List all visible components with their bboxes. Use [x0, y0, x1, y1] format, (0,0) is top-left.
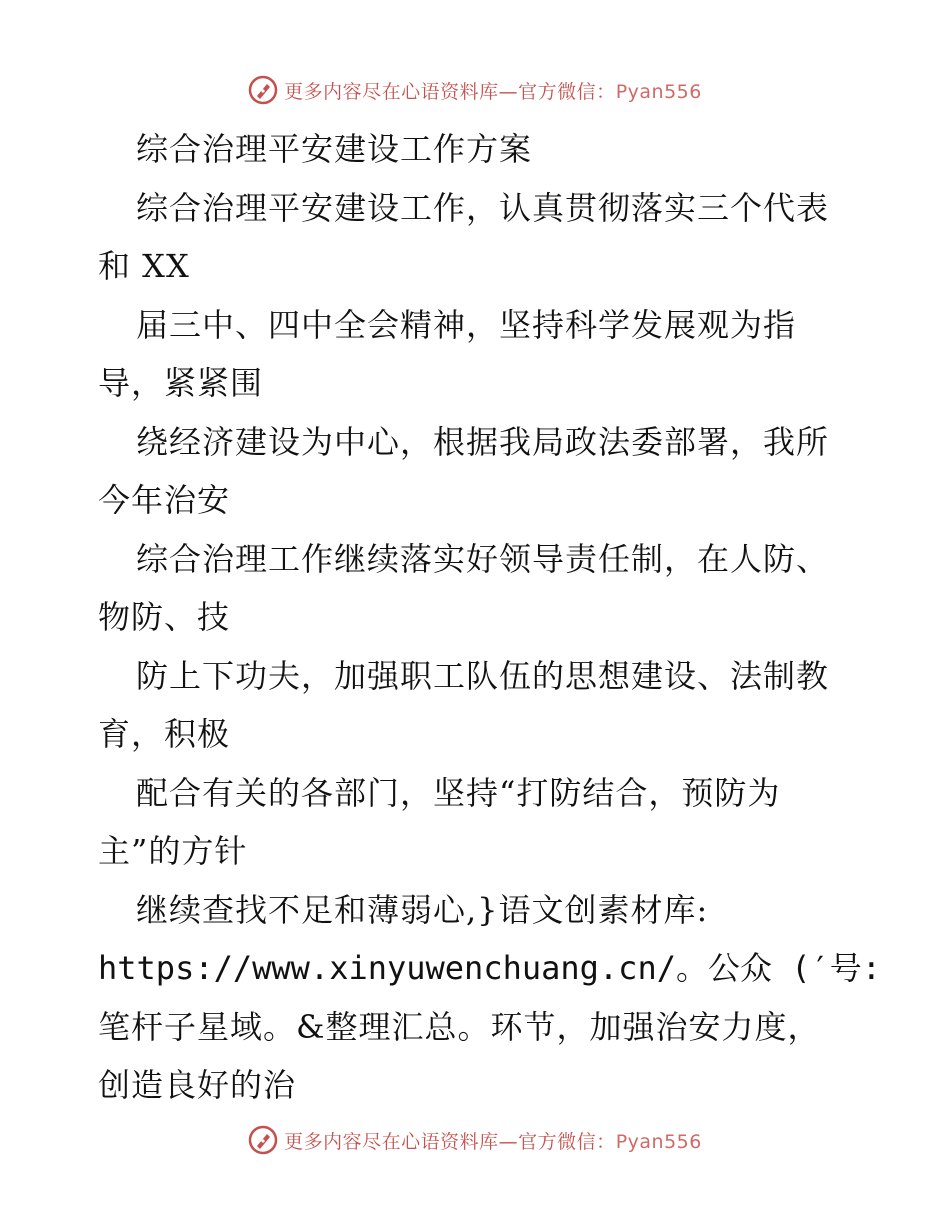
watermark-text: [284, 1127, 702, 1154]
watermark-account: Pyan556: [615, 80, 702, 103]
paragraph-line: 配合有关的各部门，坚持“打防结合，预防为: [136, 773, 781, 812]
watermark-account: Pyan556: [615, 1130, 702, 1153]
watermark-text: [284, 77, 702, 104]
paragraph-line-url: https://www.xinyuwenchuang.cn/。公众 (′号:: [98, 949, 882, 987]
paragraph-line: 届三中、四中全会精神，坚持科学发展观为指: [136, 305, 797, 344]
paragraph-line: 综合治理工作继续落实好领导责任制，在人防、: [136, 539, 830, 578]
document-body: [98, 120, 882, 1115]
watermark-site-name: 更多内容尽在心语资料库: [284, 80, 499, 103]
footer-watermark: [0, 1120, 950, 1160]
watermark-label: 官方微信：: [518, 1130, 616, 1153]
pen-nib-logo-icon: [248, 1125, 278, 1155]
paragraph-line: 今年治安: [98, 481, 231, 519]
paragraph-line: 导，紧紧围: [98, 364, 264, 402]
paragraph-line: 笔杆子星域。&整理汇总。环节，加强治安力度，: [98, 1007, 821, 1046]
watermark-site-name: 更多内容尽在心语资料库: [284, 1130, 499, 1153]
paragraph-line: 和 XX: [98, 247, 190, 285]
pen-nib-logo-icon: [248, 75, 278, 105]
paragraph-line: 防上下功夫，加强职工队伍的思想建设、法制教: [136, 656, 830, 695]
watermark-separator: —: [498, 1130, 519, 1153]
watermark-separator: —: [498, 80, 519, 103]
document-title: 综合治理平安建设工作方案: [136, 130, 533, 168]
paragraph-line: 育，积极: [98, 715, 231, 753]
header-watermark: [0, 70, 950, 110]
paragraph-line: 绕经济建设为中心，根据我局政法委部署，我所: [136, 422, 830, 461]
paragraph-line: 主”的方针: [98, 832, 248, 870]
paragraph-line: 综合治理平安建设工作，认真贯彻落实三个代表: [136, 188, 830, 227]
paragraph-line: 物防、技: [98, 598, 231, 636]
watermark-label: 官方微信：: [518, 80, 616, 103]
paragraph-line: 创造良好的治: [98, 1066, 297, 1104]
paragraph-line: 继续查找不足和薄弱心,}语文创素材库:: [136, 890, 709, 929]
